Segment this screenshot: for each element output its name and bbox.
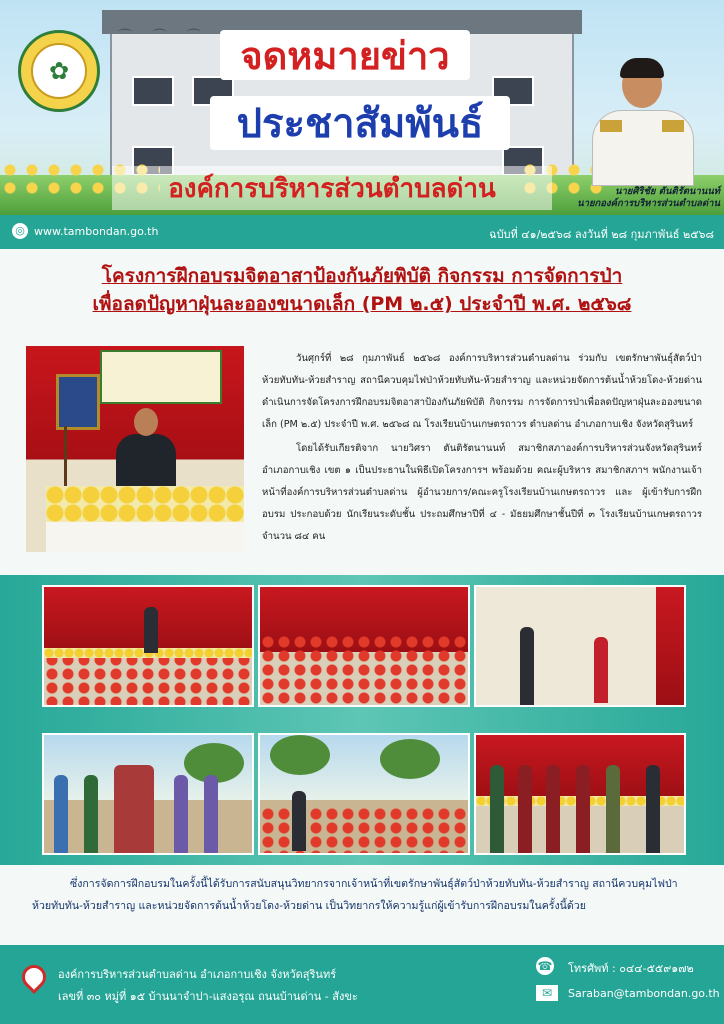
globe-icon: ◎ [12, 223, 28, 239]
article-title-line1: โครงการฝึกอบรมจิตอาสาป้องกันภัยพิบัติ กิจกรรม การจัดการป่า [101, 265, 623, 287]
article-title [20, 262, 704, 318]
portrait-caption [560, 186, 720, 210]
article-paragraph-1: วันศุกร์ที่ ๒๘ กุมภาพันธ์ ๒๕๖๘ องค์การบริหารส่วนตำบลด่าน ร่วมกับ เขตรักษาพันธุ์สัตว์ป่าห้วยทับทัน-ห้วยสำราญ สถานีควบคุมไฟป่าห้วยทับทัน-ห้วยสำราญ และหน่วยจัดการต้นน้ำห้วยโดง-ห้วยด่าน ดำเนินการจัดโครงการฝึกอบรมจิตอาสาป้องกันภัยพิบัติ กิจกรรม การจัดการป่าเพื่อลดปัญหาฝุ่นละอองขนาดเล็ก (PM ๒.๕) ประจำปี พ.ศ. ๒๕๖๘ ณ โรงเรียนบ้านเกษตรถาวร ตำบลด่าน อำเภอกาบเชิง จังหวัดสุรินทร์ [262, 353, 702, 430]
address-line-2: เลขที่ ๓๐ หมู่ที่ ๑๕ บ้านนาจำปา-แสงอรุณ ถนนบ้านด่าน - สังขะ [58, 990, 358, 1003]
photo-gallery [0, 575, 724, 865]
birds-icon: ⌒ ⌒ ⌒ [118, 29, 209, 45]
gallery-photo-2 [258, 585, 470, 707]
organization-logo [18, 30, 100, 112]
article-paragraph-2: โดยได้รับเกียรติจาก นายวิศรา ตันติรัตนานนท์ สมาชิกสภาองค์การบริหารส่วนจังหวัดสุรินทร์ อำเภอกาบเชิง เขต ๑ เป็นประธานในพิธีเปิดโครงการฯ พร้อมด้วย คณะผู้บริหาร สมาชิกสภาฯ พนักงานเจ้าหน้าที่องค์การบริหารส่วนตำบลด่าน ผู้อำนวยการ/คณะครูโรงเรียนบ้านเกษตรถาวร และ ผู้เข้ารับการฝึกอบรม ประกอบด้วย นักเรียนระดับชั้น ประถมศึกษาปีที่ ๔ - มัธยมศึกษาชั้นปีที่ ๓ โรงเรียนบ้านเกษตรถาวร จำนวน ๘๔ คน [262, 443, 702, 542]
address-line-1: องค์การบริหารส่วนตำบลด่าน อำเภอกาบเชิง จังหวัดสุรินทร์ [58, 968, 337, 981]
email-link[interactable]: Saraban@tambondan.go.th [568, 987, 720, 1000]
article-body [262, 348, 702, 550]
location-pin-icon [17, 960, 51, 994]
organization-name: องค์การบริหารส่วนตำบลด่าน [112, 166, 552, 210]
article-title-line2: เพื่อลดปัญหาฝุ่นละอองขนาดเล็ก (PM ๒.๕) ประจำปี พ.ศ. ๒๕๖๘ [92, 293, 632, 315]
phone-icon: ☎ [537, 959, 553, 973]
person-name: นายศิริชัย ตันติรัตนานนท์ [614, 186, 720, 197]
phone-number[interactable]: โทรศัพท์ : ๐๔๔-๕๕๙๑๗๒ [568, 962, 694, 975]
issue-number: ฉบับที่ ๔๑/๒๕๖๘ ลงวันที่ ๒๘ กุมภาพันธ์ ๒๕๖๘ [489, 228, 714, 241]
mail-icon: ✉ [536, 985, 558, 1001]
gallery-photo-5 [258, 733, 470, 855]
gallery-photo-1 [42, 585, 254, 707]
person-title: นายกองค์การบริหารส่วนตำบลด่าน [577, 198, 720, 209]
newsletter-subtitle: ประชาสัมพันธ์ [210, 96, 510, 150]
gallery-photo-4 [42, 733, 254, 855]
gallery-photo-6 [474, 733, 686, 855]
footer [0, 945, 724, 1024]
main-event-photo [26, 346, 244, 552]
elephant-icon: ✿ [31, 43, 87, 99]
closing-paragraph: ซึ่งการจัดการฝึกอบรมในครั้งนี้ได้รับการสนับสนุนวิทยากรจากเจ้าหน้าที่เขตรักษาพันธุ์สัตว์ป่าห้วยทับทัน-ห้วยสำราญ สถานีควบคุมไฟป่าห้วยทับทัน-ห้วยสำราญ และหน่วยจัดการต้นน้ำห้วยโดง-ห้วยด่าน เป็นวิทยากรให้ความรู้แก่ผู้เข้ารับการฝึกอบรมในครั้งนี้ด้วย [32, 878, 678, 912]
info-bar [0, 215, 724, 249]
header-banner [0, 0, 724, 215]
mayor-portrait [586, 58, 698, 184]
newsletter-title: จดหมายข่าว [220, 30, 470, 80]
gallery-photo-3 [474, 585, 686, 707]
website-link[interactable]: www.tambondan.go.th [34, 225, 159, 238]
